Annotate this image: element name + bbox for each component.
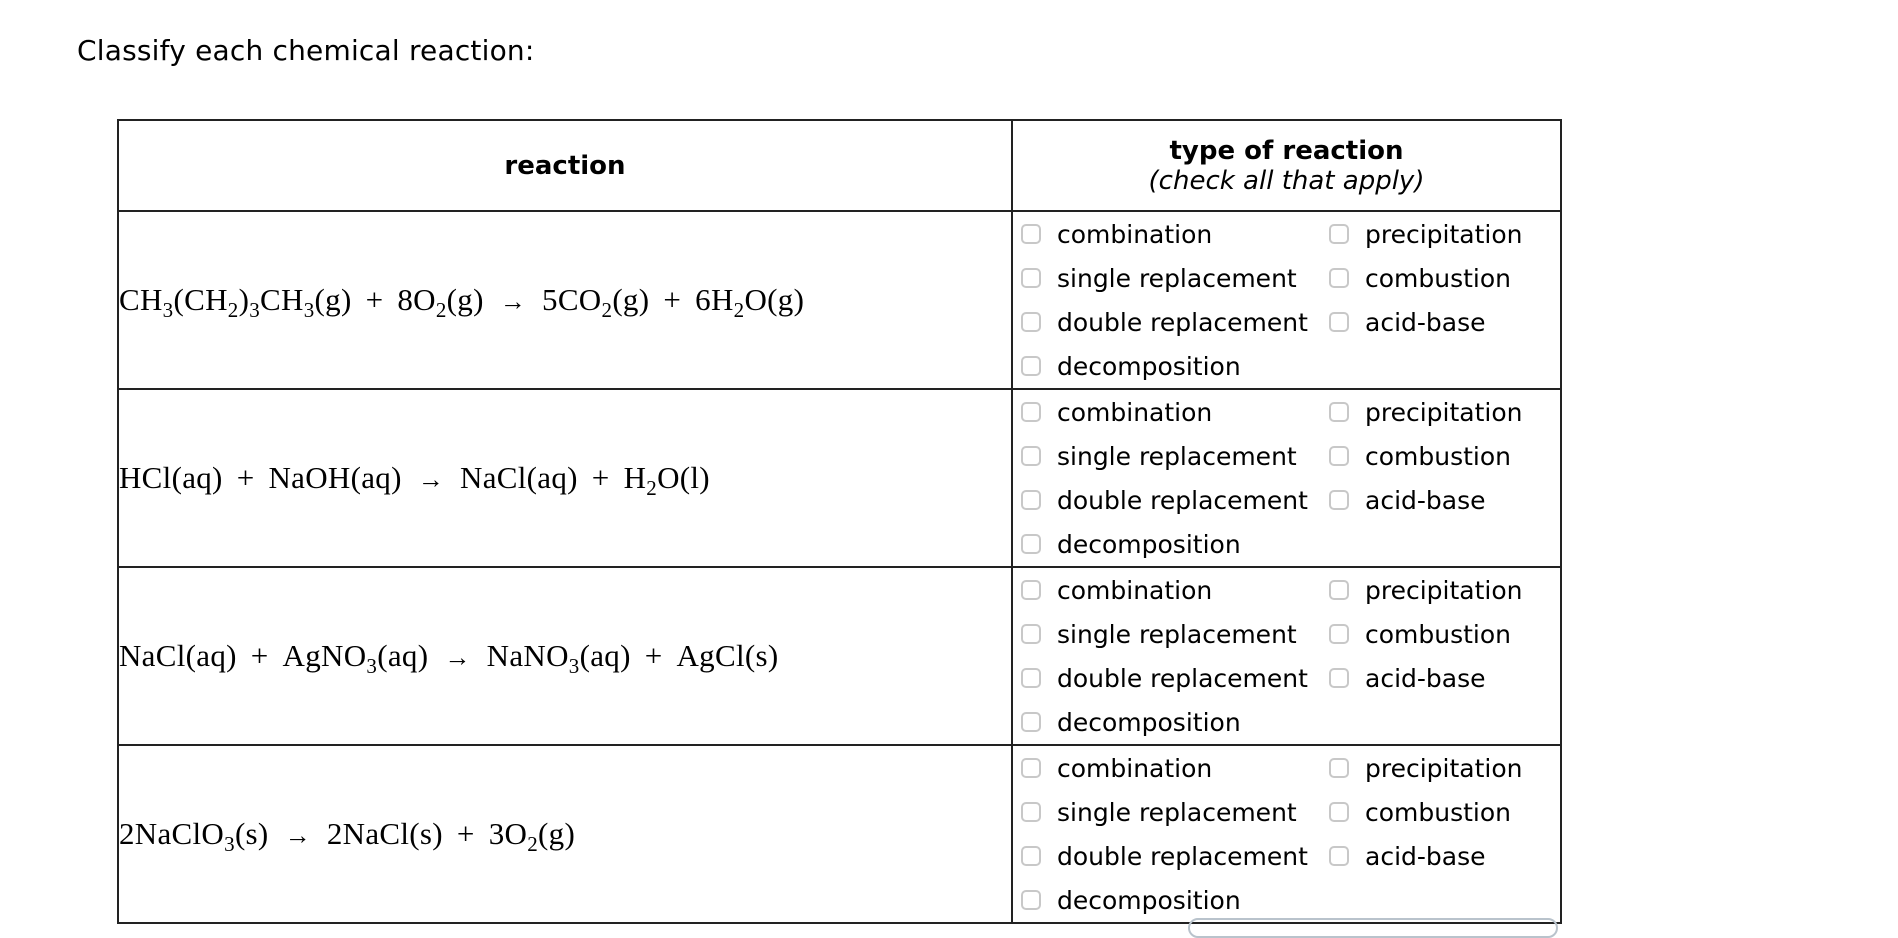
checkbox[interactable] bbox=[1021, 580, 1041, 600]
r1-acid-base-option[interactable]: acid-base bbox=[1329, 300, 1559, 344]
checkbox[interactable] bbox=[1021, 624, 1041, 644]
r2-single-replacement-option[interactable]: single replacement bbox=[1021, 434, 1329, 478]
r3-precipitation-option[interactable]: precipitation bbox=[1329, 568, 1559, 612]
r4-double-replacement-option[interactable]: double replacement bbox=[1021, 834, 1329, 878]
r4-combination-option[interactable]: combination bbox=[1021, 746, 1329, 790]
checkbox[interactable] bbox=[1021, 402, 1041, 422]
checkbox[interactable] bbox=[1021, 668, 1041, 688]
checkbox[interactable] bbox=[1329, 268, 1349, 288]
reaction-row-4 bbox=[118, 745, 1561, 923]
equation-1: $CH_3(CH_2)_3CH_3(g) + 8O_2(g) \to 5CO_2(g) + 6H_2O(g)$ bbox=[118, 211, 1012, 389]
r4-decomposition-option[interactable]: decomposition bbox=[1021, 878, 1329, 922]
reaction-arrow: → bbox=[499, 287, 527, 316]
reaction-arrow: → bbox=[284, 821, 311, 850]
r1-decomposition-option[interactable]: decomposition bbox=[1021, 344, 1329, 388]
checkbox[interactable] bbox=[1021, 224, 1041, 244]
equation-4: 2NaClO$_3$(s) → 2NaCl(s) + $3O_2(g)$ bbox=[118, 745, 1012, 923]
reaction-arrow: → bbox=[444, 643, 471, 672]
checkbox[interactable] bbox=[1021, 312, 1041, 332]
r3-acid-base-option[interactable]: acid-base bbox=[1329, 656, 1559, 700]
question-prompt: Classify each chemical reaction: bbox=[77, 34, 535, 67]
checkbox[interactable] bbox=[1021, 758, 1041, 778]
reaction-column-header: reaction bbox=[118, 120, 1012, 211]
r3-double-replacement-option[interactable]: double replacement bbox=[1021, 656, 1329, 700]
r3-combustion-option[interactable]: combustion bbox=[1329, 612, 1559, 656]
checkbox[interactable] bbox=[1021, 802, 1041, 822]
type-column-header bbox=[1012, 120, 1561, 211]
checkbox[interactable] bbox=[1021, 490, 1041, 510]
reaction-row-1 bbox=[118, 211, 1561, 389]
r4-precipitation-option[interactable]: precipitation bbox=[1329, 746, 1559, 790]
r2-precipitation-option[interactable]: precipitation bbox=[1329, 390, 1559, 434]
r4-combustion-option[interactable]: combustion bbox=[1329, 790, 1559, 834]
options-cell-4 bbox=[1012, 745, 1561, 923]
r2-double-replacement-option[interactable]: double replacement bbox=[1021, 478, 1329, 522]
checkbox[interactable] bbox=[1021, 356, 1041, 376]
checkbox[interactable] bbox=[1329, 446, 1349, 466]
checkbox[interactable] bbox=[1329, 846, 1349, 866]
r2-combustion-option[interactable]: combustion bbox=[1329, 434, 1559, 478]
checkbox[interactable] bbox=[1329, 580, 1349, 600]
r3-decomposition-option[interactable]: decomposition bbox=[1021, 700, 1329, 744]
checkbox[interactable] bbox=[1329, 668, 1349, 688]
type-header-note: (check all that apply) bbox=[1148, 165, 1425, 196]
checkbox[interactable] bbox=[1329, 312, 1349, 332]
r2-combination-option[interactable]: combination bbox=[1021, 390, 1329, 434]
checkbox[interactable] bbox=[1021, 446, 1041, 466]
checkbox[interactable] bbox=[1329, 802, 1349, 822]
reaction-row-3 bbox=[118, 567, 1561, 745]
r2-acid-base-option[interactable]: acid-base bbox=[1329, 478, 1559, 522]
options-cell-2 bbox=[1012, 389, 1561, 567]
r1-single-replacement-option[interactable]: single replacement bbox=[1021, 256, 1329, 300]
checkbox[interactable] bbox=[1329, 758, 1349, 778]
type-header-title: type of reaction bbox=[1169, 135, 1404, 166]
checkbox[interactable] bbox=[1329, 490, 1349, 510]
checkbox[interactable] bbox=[1021, 846, 1041, 866]
checkbox[interactable] bbox=[1329, 224, 1349, 244]
r3-combination-option[interactable]: combination bbox=[1021, 568, 1329, 612]
checkbox[interactable] bbox=[1329, 624, 1349, 644]
reaction-table bbox=[117, 119, 1562, 924]
r4-single-replacement-option[interactable]: single replacement bbox=[1021, 790, 1329, 834]
r1-double-replacement-option[interactable]: double replacement bbox=[1021, 300, 1329, 344]
r1-combination-option[interactable]: combination bbox=[1021, 212, 1329, 256]
r4-acid-base-option[interactable]: acid-base bbox=[1329, 834, 1559, 878]
reaction-row-2 bbox=[118, 389, 1561, 567]
header-row bbox=[118, 120, 1561, 211]
equation-3: NaCl(aq) + AgNO$_3$(aq) → NaNO$_3$(aq) + AgCl(s) bbox=[118, 567, 1012, 745]
reaction-arrow: → bbox=[417, 465, 445, 494]
options-cell-3 bbox=[1012, 567, 1561, 745]
r2-decomposition-option[interactable]: decomposition bbox=[1021, 522, 1329, 566]
options-cell-1 bbox=[1012, 211, 1561, 389]
r3-single-replacement-option[interactable]: single replacement bbox=[1021, 612, 1329, 656]
r1-combustion-option[interactable]: combustion bbox=[1329, 256, 1559, 300]
checkbox[interactable] bbox=[1021, 268, 1041, 288]
checkbox[interactable] bbox=[1021, 534, 1041, 554]
checkbox[interactable] bbox=[1329, 402, 1349, 422]
bottom-toolbar-edge[interactable] bbox=[1188, 918, 1558, 938]
checkbox[interactable] bbox=[1021, 712, 1041, 732]
checkbox[interactable] bbox=[1021, 890, 1041, 910]
r1-precipitation-option[interactable]: precipitation bbox=[1329, 212, 1559, 256]
equation-2: HCl(aq) + NaOH(aq) → NaCl(aq) + $H_2O(l)$ bbox=[118, 389, 1012, 567]
